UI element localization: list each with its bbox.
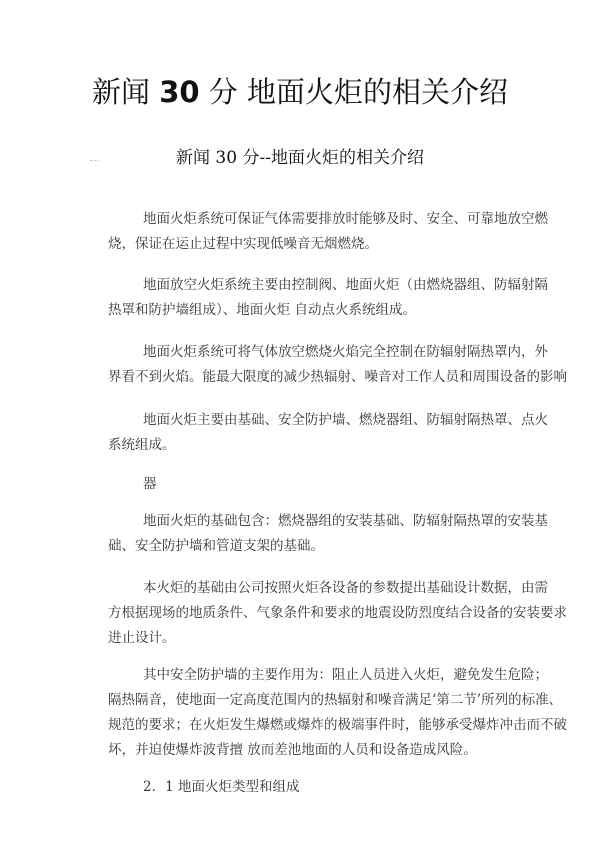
paragraph <box>108 472 528 497</box>
document-subtitle: 新闻 30 分--地面火炬的相关介绍 <box>176 148 424 168</box>
title-suffix: 分 地面火炬的相关介绍 <box>199 75 508 109</box>
paragraph-line: 地面火炬系统可保证气体需要排放时能够及时、安全、可靠地放空燃 <box>143 211 548 227</box>
paragraph-line: 隔热隔音，使地面一定高度范围内的热辐射和噪音满足‘第二节’所列的标准、 <box>108 692 563 708</box>
paragraph <box>108 509 548 559</box>
paragraph-line: 方根据现场的地质条件、气象条件和要求的地震设防烈度结合设备的安装要求 <box>108 605 567 621</box>
paragraph-line: 烧，保证在运止过程中实现低噪音无烟燃烧。 <box>108 236 378 252</box>
paragraph-line: 规范的要求；在火炬发生爆燃或爆炸的极端事件时，能够承受爆炸冲击而不破 <box>108 717 567 733</box>
paragraph-line: 地面放空火炬系统主要由控制阀、地面火炬（由燃烧器组、防辐射隔 <box>143 277 548 293</box>
paragraph-line: 础、安全防护墙和管道支架的基础。 <box>108 538 324 554</box>
paragraph <box>108 207 548 257</box>
paragraph <box>108 340 567 390</box>
paragraph-line: 系统组成。 <box>108 437 176 453</box>
paragraph <box>108 663 567 763</box>
paragraph-line: 器 <box>143 476 157 492</box>
paragraph <box>108 775 528 800</box>
paragraph-line: 地面火炬主要由基础、安全防护墙、燃烧器组、防辐射隔热罩、点火 <box>143 412 548 428</box>
paragraph-line: 热罩和防护墙组成）、地面火炬 自动点火系统组成。 <box>108 302 417 318</box>
title-prefix: 新闻 <box>91 75 160 109</box>
paragraph-line: 地面火炬系统可将气体放空燃烧火焰完全控制在防辐射隔热罩内，外 <box>143 344 548 360</box>
divider-mark <box>90 160 98 161</box>
paragraph <box>108 576 567 651</box>
paragraph-line: 进止设计。 <box>108 630 176 646</box>
paragraph-line: 本火炬的基础由公司按照火炬各设备的参数提出基础设计数据，由需 <box>143 580 548 596</box>
paragraph <box>108 408 548 458</box>
paragraph-line: 界看不到火焰。能最大限度的减少热辐射、噪音对工作人员和周围设备的影响 <box>108 369 567 385</box>
title-number: 30 <box>159 75 200 109</box>
paragraph-line: 地面火炬的基础包含：燃烧器组的安装基础、防辐射隔热罩的安装基 <box>143 513 548 529</box>
paragraph-line: 其中安全防护墙的主要作用为：阻止人员进入火炬，避免发生危险； <box>143 667 548 683</box>
paragraph-line: 2．1 地面火炬类型和组成 <box>143 779 300 795</box>
paragraph-line: 坏，并迫使爆炸波背擅 放而差池地面的人员和设备造成风险。 <box>108 742 477 758</box>
paragraph <box>108 273 548 323</box>
document-title <box>0 70 600 111</box>
